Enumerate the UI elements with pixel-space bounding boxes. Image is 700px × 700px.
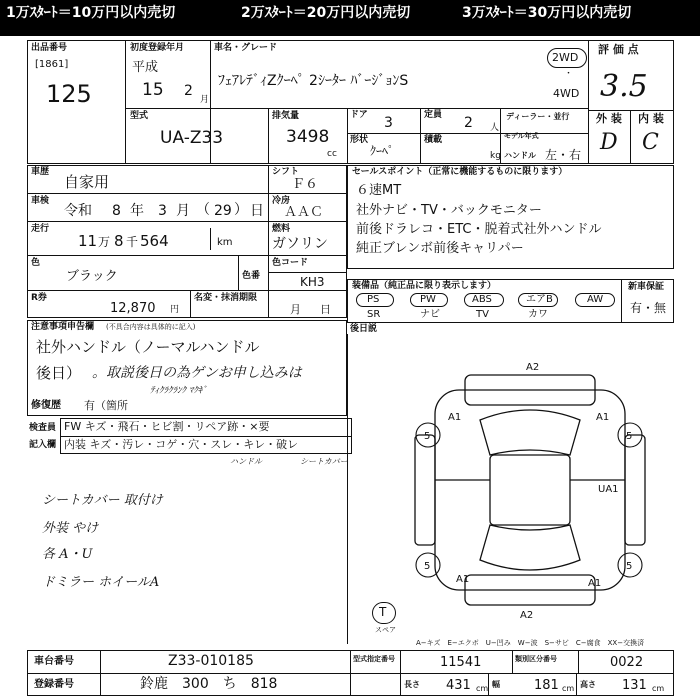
notes-hand2: ﾃｨｸﾗｸﾗﾝｸ ﾏｸｷﾞ (150, 386, 207, 396)
diagram-mark-a2-bottom: A2 (520, 610, 534, 620)
chassis-value: Z33-010185 (168, 653, 254, 669)
handwritten-line2: 外装 やけ (42, 521, 99, 536)
banner-start3: 3万ｽﾀｰﾄ＝30万円以内売切 (462, 5, 632, 21)
grade-label: 評 価 点 (598, 43, 639, 56)
lot-number: 125 (46, 80, 92, 108)
sales-point-4: 純正ブレンボ前後キャリパー (356, 241, 524, 256)
length-unit: cm (476, 684, 489, 693)
fuel-label: 燃料 (272, 224, 291, 234)
mileage-rest: 564 (140, 232, 169, 250)
drive-dot: ・ (564, 69, 574, 79)
equip-sr: SR (367, 309, 381, 320)
equip-aw: AW (587, 294, 604, 305)
drive-2wd: 2WD (552, 51, 579, 64)
registration-value: 鈴鹿 300 ち 818 (140, 676, 278, 692)
category-label: 類別区分番号 (515, 655, 557, 663)
height-value: 131 (622, 678, 647, 693)
diagram-mark-a1-front-right: A1 (596, 412, 610, 423)
notes-line2: 後日） (36, 364, 82, 382)
recycle-value: 12,870 (110, 301, 156, 316)
mileage-man-unit: 万 (98, 235, 111, 249)
color-code-label: 色コード (272, 258, 309, 268)
first-reg-era: 平成 (132, 60, 159, 75)
first-reg-month-unit: 月 (200, 95, 210, 105)
model-value: UA-Z33 (160, 128, 224, 148)
recycle-unit: 円 (170, 305, 180, 315)
equip-pw: PW (420, 294, 436, 305)
handwritten-line3: 各 A・U (42, 547, 93, 562)
body-value: ｸｰﾍﾟ (370, 144, 395, 158)
color-value: ブラック (66, 269, 118, 284)
car-name-label: 車名・グレード (214, 43, 278, 53)
chassis-label: 車台番号 (34, 656, 74, 667)
first-reg-label: 初度登録年月 (130, 43, 185, 53)
exterior-grade: D (600, 130, 618, 155)
fuel-value: ガソリン (272, 236, 328, 252)
inspector-row2: 内装 キズ・汚レ・コゲ・穴・スレ・キレ・破レ (64, 438, 299, 451)
notes-label: 注意事項申告欄 (31, 322, 95, 332)
category-value: 0022 (610, 655, 644, 670)
mileage-unit: km (217, 237, 233, 248)
new-warranty-value: 有・無 (630, 301, 667, 315)
type-designation-value: 11541 (440, 655, 482, 670)
interior-label: 内 装 (638, 112, 664, 125)
diagram-legend: A−キズ E−エクボ U−凹み W−波 S−サビ C−腐食 XX−交換済 (416, 639, 645, 647)
equip-navi: ナビ (420, 309, 440, 320)
usage-value: 自家用 (64, 173, 110, 191)
handwritten-line1: シートカバー 取付け (42, 493, 163, 508)
capacity-value: 2 (464, 115, 473, 131)
type-designation-label: 型式指定番号 (353, 655, 395, 663)
banner-start1: 1万ｽﾀｰﾄ＝10万円以内売切 (6, 5, 176, 21)
inspection-day: 29 (214, 203, 232, 219)
width-label: 幅 (492, 680, 500, 689)
repair-label: 修復歴 (31, 400, 61, 411)
body-label: 形状 (350, 135, 369, 145)
interior-grade: C (642, 130, 659, 155)
mileage-label: 走行 (31, 224, 50, 234)
recycle-label: R券 (31, 293, 47, 303)
transfer-month: 月 (290, 303, 301, 316)
usage-label: 車歴 (31, 167, 50, 177)
diagram-mark-5-rr: 5 (626, 561, 633, 572)
doors-value: 3 (384, 115, 393, 131)
color-plate-label: 色番 (242, 271, 261, 281)
displacement-label: 排気量 (272, 111, 300, 121)
equipment-label: 装備品（純正品に限り表示します） (352, 281, 497, 291)
notes-line1: 社外ハンドル（ノーマルハンドル (36, 338, 260, 356)
inspection-label: 車検 (31, 196, 50, 206)
model-year-label: モデル年式 (504, 132, 539, 140)
color-code: KH3 (300, 275, 325, 289)
equip-leather: カワ (528, 309, 548, 320)
equip-tv: TV (476, 309, 489, 320)
diagram-mark-ua1: UA1 (598, 484, 619, 495)
transfer-label: 名変・抹消期限 (194, 293, 258, 303)
sales-points-label: セールスポイント（正常に機能するものに限ります） (352, 167, 568, 177)
inspector-label2: 記入欄 (29, 440, 57, 450)
lot-label: 出品番号 (31, 43, 68, 53)
after-label: 後日説 (350, 324, 378, 334)
handwritten-line4: ドミラー ホイールA (42, 575, 160, 590)
width-value: 181 (534, 678, 559, 693)
car-name-value: ﾌｪｱﾚﾃﾞｨZｸｰﾍﾟ 2ｼｰﾀｰ ﾊﾞｰｼﾞｮﾝS (218, 73, 409, 89)
sales-point-3: 前後ドラレコ・ETC・脱着式社外ハンドル (356, 222, 602, 237)
inspection-month: 3 (158, 203, 167, 219)
first-reg-year: 15 (142, 80, 164, 100)
equip-abs: ABS (472, 294, 492, 305)
grade-value: 3.5 (600, 69, 648, 104)
registration-label: 登録番号 (34, 679, 74, 690)
load-label: 積載 (424, 135, 443, 145)
displacement-value: 3498 (286, 127, 330, 147)
diagram-mark-5-fl: 5 (424, 431, 431, 442)
car-right-side (625, 435, 645, 545)
length-label: 長さ (404, 680, 420, 689)
load-unit: kg (490, 151, 501, 161)
sales-point-1: ６速MT (356, 183, 402, 198)
diagram-mark-5-fr: 5 (626, 431, 633, 442)
car-roof (490, 455, 570, 525)
shift-value: Ｆ６ (292, 177, 319, 192)
diagram-mark-a2-top: A2 (526, 362, 540, 373)
inspection-year-unit: 年 (130, 203, 144, 219)
displacement-unit: cc (327, 149, 337, 159)
inspection-month-unit: 月 (176, 203, 190, 219)
capacity-label: 定員 (424, 110, 443, 120)
diagram-mark-a1-rear-left: A1 (456, 574, 470, 585)
inspection-paren-open: （ (196, 202, 210, 218)
color-label: 色 (31, 258, 41, 268)
car-diagram (400, 360, 660, 620)
inspection-paren-close: ） (234, 202, 248, 218)
model-label: 型式 (130, 111, 149, 121)
doors-label: ドア (350, 110, 368, 120)
banner-start2: 2万ｽﾀｰﾄ＝20万円以内売切 (241, 5, 411, 21)
inspector-hand-b: シートカバー (300, 457, 348, 466)
shift-label: シフト (272, 167, 300, 177)
height-label: 高さ (580, 680, 596, 689)
handle-value: 左・右 (545, 148, 582, 162)
mileage-sen: 8 (114, 232, 124, 250)
mileage-sen-unit: 千 (126, 235, 139, 249)
exterior-label: 外 装 (596, 112, 622, 125)
car-windshield (480, 410, 580, 455)
new-warranty-label: 新車保証 (628, 282, 665, 292)
sales-point-2: 社外ナビ・TV・バックモニター (356, 203, 542, 218)
notes-sub: (不具合内容は具体的に記入) (106, 323, 196, 331)
length-value: 431 (446, 678, 471, 693)
handle-label: ハンドル (504, 151, 536, 160)
diagram-mark-a1-rear-right: A1 (588, 578, 602, 589)
diagram-mark-a1-front-left: A1 (448, 412, 462, 423)
height-unit: cm (652, 684, 665, 693)
first-reg-month: 2 (184, 83, 193, 99)
width-unit: cm (562, 684, 575, 693)
spare-mark: T (379, 605, 387, 619)
car-left-side (415, 435, 435, 545)
mileage-man: 11 (78, 232, 98, 250)
aircon-value: ＡＡＣ (284, 205, 324, 220)
notes-hand1: 。取説後日の為ゲンお申し込みは (92, 365, 302, 381)
diagram-mark-5-rl: 5 (424, 561, 431, 572)
inspection-era: 令和 (64, 203, 92, 219)
dealer-label: ディーラー・並行 (506, 112, 570, 121)
inspector-label1: 検査員 (29, 423, 57, 433)
lot-sub: [1861] (35, 59, 69, 70)
inspection-day-unit: 日 (250, 203, 264, 219)
equip-ps: PS (367, 294, 380, 305)
repair-value: 有（箇所 (84, 399, 128, 412)
transfer-day: 日 (320, 303, 331, 316)
spare-label: スペア (375, 626, 396, 634)
inspector-hand-a: ハンドル (230, 457, 262, 466)
drive-4wd: 4WD (553, 87, 580, 100)
capacity-unit: 人 (490, 123, 500, 133)
aircon-label: 冷房 (272, 196, 291, 206)
inspection-year: 8 (112, 203, 121, 219)
car-rear-window (480, 525, 580, 570)
inspector-row1: FW キズ・飛石・ヒビ割・リペア跡・×要 (64, 420, 270, 433)
equip-airbag: エアB (526, 294, 553, 305)
